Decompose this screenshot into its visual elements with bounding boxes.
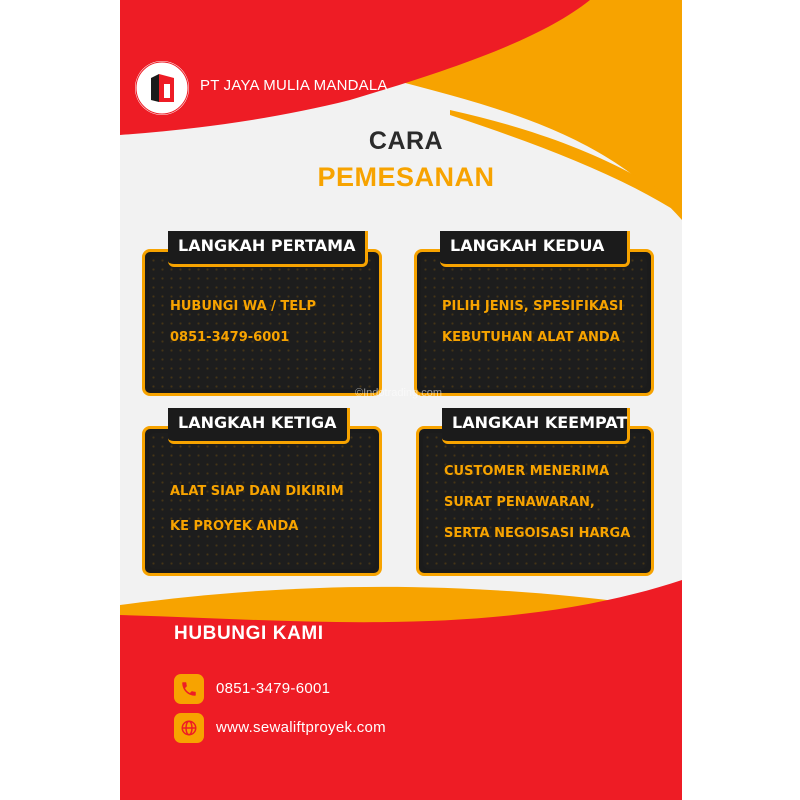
globe-icon xyxy=(174,713,204,743)
step-line: HUBUNGI WA / TELP xyxy=(170,299,316,314)
background-shapes xyxy=(120,0,682,800)
contact-title: HUBUNGI KAMI xyxy=(174,623,324,644)
step-body xyxy=(170,299,372,345)
step-line: KEBUTUHAN ALAT ANDA xyxy=(442,330,620,345)
building-logo-icon xyxy=(134,60,190,116)
step-body xyxy=(444,464,644,541)
step-body xyxy=(170,484,372,534)
step-card-1 xyxy=(142,231,382,396)
company-name: PT JAYA MULIA MANDALA xyxy=(200,77,388,94)
phone-icon xyxy=(174,674,204,704)
step-title: LANGKAH KETIGA xyxy=(168,408,350,444)
step-body xyxy=(442,299,644,345)
step-title: LANGKAH PERTAMA xyxy=(168,231,368,267)
step-line: ALAT SIAP DAN DIKIRIM xyxy=(170,484,344,499)
step-line: KE PROYEK ANDA xyxy=(170,519,299,534)
step-line: SURAT PENAWARAN, xyxy=(444,495,595,510)
step-line: CUSTOMER MENERIMA xyxy=(444,464,610,479)
step-card-4 xyxy=(416,408,654,576)
watermark: ©Indotrading.com xyxy=(355,387,442,399)
step-title: LANGKAH KEEMPAT xyxy=(442,408,630,444)
step-card-3 xyxy=(142,408,382,576)
step-title: LANGKAH KEDUA xyxy=(440,231,630,267)
contact-phone: 0851-3479-6001 xyxy=(216,680,331,697)
contact-website: www.sewaliftproyek.com xyxy=(216,719,386,736)
step-line: SERTA NEGOISASI HARGA xyxy=(444,526,631,541)
title-line-2: PEMESANAN xyxy=(317,162,495,192)
poster xyxy=(120,0,682,800)
step-line: 0851-3479-6001 xyxy=(170,330,290,345)
step-card-2 xyxy=(414,231,654,396)
title-line-1: CARA xyxy=(368,127,444,155)
step-line: PILIH JENIS, SPESIFIKASI xyxy=(442,299,624,314)
